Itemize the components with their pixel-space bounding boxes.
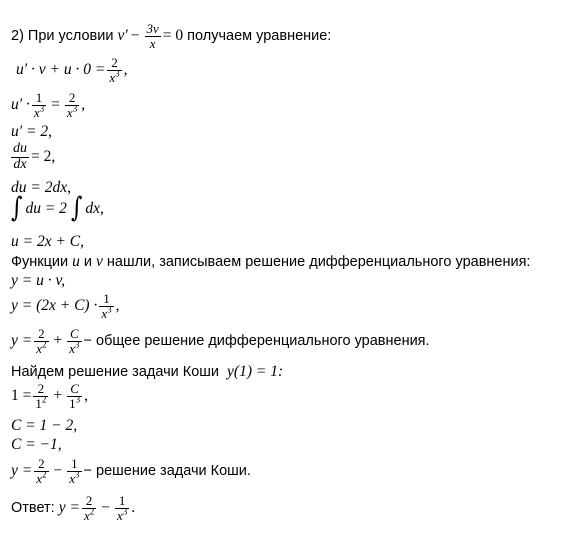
fraction-numerator: 2	[85, 493, 93, 508]
particular-solution-line	[11, 457, 251, 485]
equation-line-10	[11, 418, 77, 434]
fraction-numerator: 1	[71, 456, 78, 471]
fraction-denominator: x	[149, 35, 156, 51]
comma: ,	[123, 61, 128, 79]
exponent: 3	[75, 469, 80, 480]
exponent: 3	[72, 103, 78, 114]
period: .	[131, 499, 136, 517]
equation-lhs: y =	[11, 462, 33, 480]
fraction-numerator: 1	[35, 90, 43, 105]
fraction-numerator: 3v	[146, 21, 159, 36]
fraction-denominator: 1	[35, 395, 42, 411]
fraction-1-over-x3	[32, 91, 46, 119]
minus-sign: −	[130, 27, 140, 45]
fraction-3v-over-x	[145, 22, 161, 50]
fraction-numerator: C	[70, 326, 79, 341]
fraction-numerator: 2	[37, 381, 45, 396]
fraction-numerator: 2	[38, 326, 45, 341]
integral-rhs: dx,	[85, 200, 104, 218]
initial-condition: y(1) = 1:	[227, 363, 284, 380]
equation-lhs: u′ · v + u · 0 =	[16, 61, 106, 79]
cauchy-text: Найдем решение задачи Коши	[11, 363, 220, 380]
fraction-numerator: 1	[118, 493, 126, 508]
fraction-denominator: x	[33, 104, 40, 120]
equation-lhs: y =	[58, 499, 80, 517]
integral-lhs: du = 2	[25, 200, 67, 218]
integral-sign: ∫	[11, 192, 23, 224]
fraction-denominator: x	[116, 507, 123, 523]
comma: ,	[81, 96, 86, 114]
exponent: 3	[75, 394, 81, 405]
fraction-numerator: C	[70, 381, 79, 396]
v-prime: v′	[117, 27, 128, 45]
exponent: 3	[75, 339, 80, 350]
exponent: 2	[42, 339, 47, 350]
fraction-numerator: du	[13, 141, 27, 156]
fraction-denominator: x	[66, 104, 73, 120]
exponent: 3	[122, 506, 128, 517]
equation-lhs: 1 =	[11, 387, 32, 405]
equation-text: C = −1,	[11, 436, 62, 453]
equation-line-8	[11, 292, 120, 320]
exponent: 3	[39, 103, 45, 114]
equation-line-4	[11, 142, 55, 172]
equation-line-3	[11, 124, 52, 140]
answer-label: Ответ:	[11, 499, 55, 516]
text-segment: Функции	[11, 253, 69, 270]
fraction-numerator: 2	[68, 90, 76, 105]
equation-lhs: y = (2x + C) ·	[11, 297, 98, 315]
plus-sign: +	[53, 387, 63, 405]
equals-zero: = 0	[162, 27, 184, 45]
fraction-denominator: x	[83, 507, 90, 523]
fraction-2-over-x2	[82, 494, 96, 522]
equation-lhs: u′ ·	[11, 96, 30, 114]
equation-text: u = 2x + C,	[11, 233, 85, 250]
condition-suffix: получаем уравнение:	[187, 27, 332, 44]
fraction-denominator: x	[36, 470, 42, 486]
fraction-1-over-x3	[115, 494, 129, 522]
fraction-1-over-x3	[67, 457, 81, 485]
exponent: 2	[41, 394, 47, 405]
particular-solution-text: − решение задачи Коши.	[83, 462, 251, 479]
fraction-2-over-x2	[34, 457, 48, 485]
equation-line-7	[11, 273, 65, 289]
comma: ,	[84, 387, 88, 405]
fraction-denominator: x	[109, 69, 116, 85]
minus-sign: −	[101, 499, 110, 517]
equals-sign: =	[51, 96, 60, 114]
fraction-numerator: 1	[103, 291, 110, 306]
cauchy-problem-line	[11, 364, 283, 380]
condition-line	[11, 22, 331, 50]
functions-found-line	[11, 254, 530, 270]
text-segment: нашли, записываем решение дифференциального уравнения:	[106, 253, 531, 270]
var-u: u	[72, 253, 80, 270]
equation-line-11	[11, 437, 62, 453]
fraction-1-over-x3	[99, 292, 113, 320]
fraction-2-over-1-squared	[33, 382, 48, 410]
integral-sign: ∫	[70, 192, 83, 224]
equation-rhs: = 2,	[31, 148, 56, 166]
fraction-2-over-x3	[65, 91, 79, 119]
var-v: v	[96, 253, 103, 270]
fraction-2-over-x3	[107, 56, 121, 84]
fraction-numerator: 2	[111, 55, 118, 70]
plus-sign: +	[53, 332, 63, 350]
fraction-denominator: 1	[69, 395, 76, 411]
comma: ,	[115, 297, 120, 315]
exponent: 3	[115, 68, 120, 79]
equation-text: u′ = 2,	[11, 123, 52, 140]
general-solution-text: − общее решение дифференциального уравнения.	[83, 332, 430, 349]
equation-text: y = u · v,	[11, 272, 66, 289]
fraction-2-over-x2	[34, 327, 48, 355]
fraction-denominator: x	[36, 340, 42, 356]
exponent: 2	[89, 506, 95, 517]
fraction-c-over-1-cubed	[67, 382, 82, 410]
integral-line	[11, 192, 104, 224]
text-segment: и	[83, 253, 92, 270]
fraction-denominator: dx	[13, 156, 27, 172]
fraction-denominator: x	[69, 340, 76, 356]
equation-text: C = 1 − 2,	[11, 417, 78, 434]
equation-line-2	[11, 91, 85, 119]
answer-line	[11, 494, 135, 522]
fraction-c-over-x3	[67, 327, 81, 355]
fraction-numerator: 2	[38, 456, 45, 471]
general-solution-line	[11, 327, 430, 355]
equation-line-6	[11, 234, 84, 250]
fraction-denominator: x	[69, 470, 76, 486]
fraction-denominator: x	[101, 305, 108, 321]
equation-line-1	[16, 56, 127, 84]
equation-text: du = 2dx,	[11, 179, 71, 196]
equation-line-9	[11, 382, 88, 410]
equation-lhs: y =	[11, 332, 33, 350]
exponent: 3	[107, 304, 112, 315]
exponent: 2	[42, 469, 47, 480]
minus-sign: −	[53, 462, 63, 480]
fraction-du-over-dx	[11, 142, 29, 172]
condition-prefix: 2) При условии	[11, 27, 114, 44]
